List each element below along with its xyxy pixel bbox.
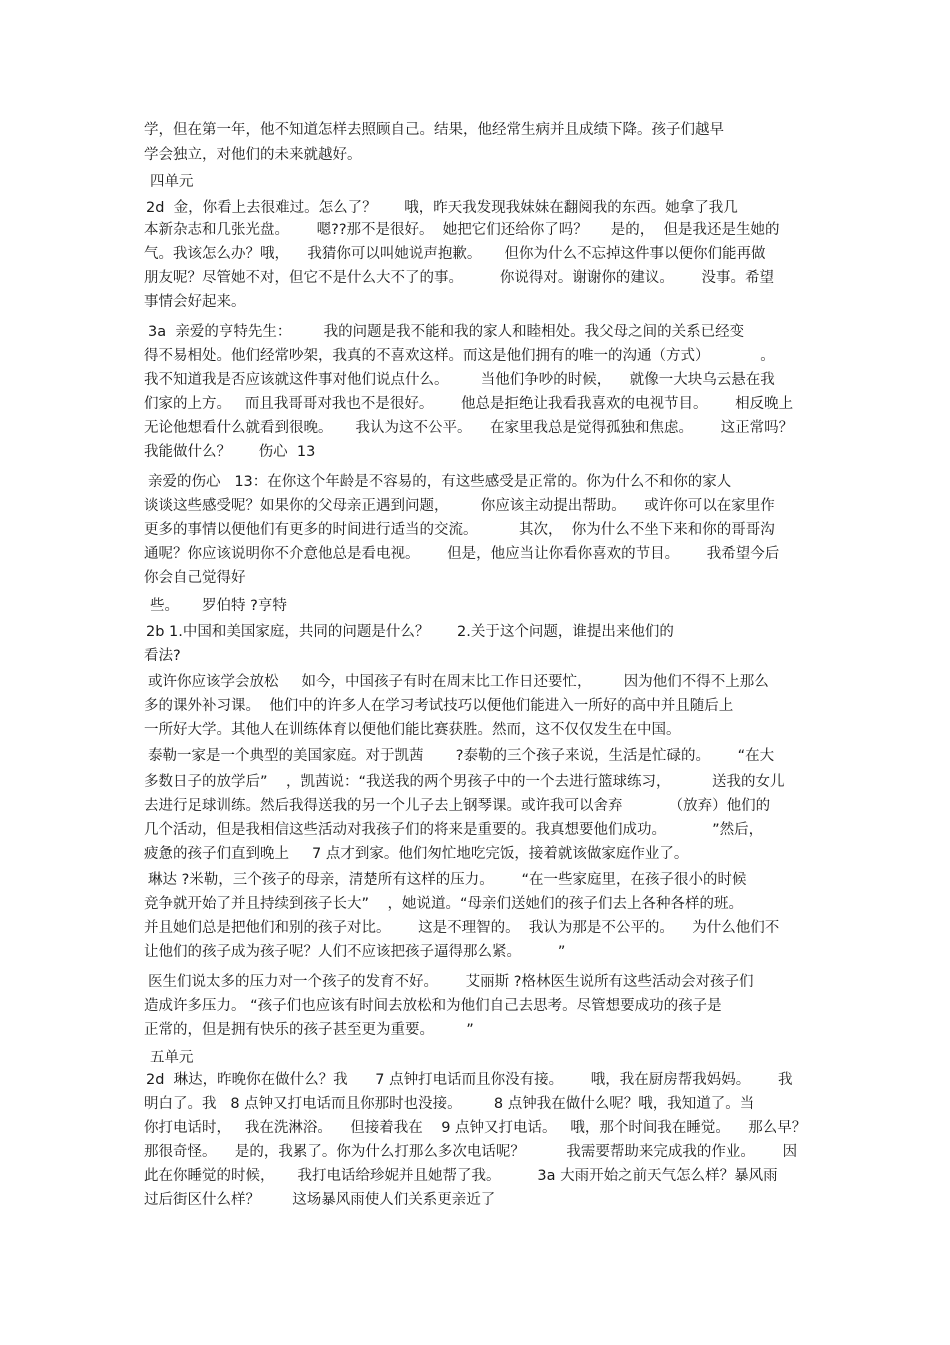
text-line: 3a 亲爱的亨特先生： 我的问题是我不能和我的家人和睦相处。我父母之间的关系已经变 xyxy=(148,324,745,340)
text-line: 气。我该怎么办？哦， 我猜你可以叫她说声抱歉。 但你为什么不忘掉这件事以便你们能再做 xyxy=(144,246,766,262)
text-line: 本新杂志和几张光盘。 嗯??那不是很好。 她把它们还给你了吗？ 是的， 但是我还是生她的 xyxy=(144,222,780,238)
text-line: 得不易相处。他们经常吵架，我真的不喜欢这样。而这是他们拥有的唯一的沟通（方式） 。 xyxy=(144,348,775,364)
text-line: 此在你睡觉的时候， 我打电话给珍妮并且她帮了我。 3a 大雨开始之前天气怎么样？暴风雨 xyxy=(144,1168,778,1184)
text-line: 更多的事情以便他们有更多的时间进行适当的交流。 其次， 你为什么不坐下来和你的哥哥沟 xyxy=(144,522,775,538)
text-line: 谈谈这些感受呢？如果你的父母亲正遇到问题， 你应该主动提出帮助。 或许你可以在家里作 xyxy=(144,498,775,514)
text-line: 事情会好起来。 xyxy=(144,294,246,310)
text-line: 无论他想看什么就看到很晚。 我认为这不公平。 在家里我总是觉得孤独和焦虑。 这正常吗？ xyxy=(144,420,794,436)
text-line: 泰勒一家是一个典型的美国家庭。对于凯茜 ?泰勒的三个孩子来说，生活是忙碌的。 “在大 xyxy=(148,748,775,764)
text-line: 琳达 ?米勒，三个孩子的母亲，清楚所有这样的压力。 “在一些家庭里，在孩子很小的时候 xyxy=(148,872,747,888)
text-line: 明白了。我 8 点钟又打电话而且你那时也没接。 8 点钟我在做什么呢？哦，我知道了。当 xyxy=(144,1096,755,1112)
text-line: 2b 1.中国和美国家庭，共同的问题是什么？ 2.关于这个问题，谁提出来他们的 xyxy=(146,624,674,640)
text-line: 亲爱的伤心 13：在你这个年龄是不容易的，有这些感受是正常的。你为什么不和你的家人 xyxy=(148,474,732,490)
text-line: 去进行足球训练。然后我得送我的另一个儿子去上钢琴课。或许我可以舍弃 （放弃）他们的 xyxy=(144,798,771,814)
text-line: 医生们说太多的压力对一个孩子的发育不好。 艾丽斯 ?格林医生说所有这些活动会对孩子们 xyxy=(148,974,754,990)
text-line: 朋友呢？尽管她不对，但它不是什么大不了的事。 你说得对。谢谢你的建议。 没事。希望 xyxy=(144,270,775,286)
text-line: 多数日子的放学后” ，凯茜说：“我送我的两个男孩子中的一个去进行篮球练习， 送我的女儿 xyxy=(144,774,785,790)
text-line: 过后街区什么样？ 这场暴风雨使人们关系更亲近了 xyxy=(144,1192,496,1208)
text-line: 通呢？你应该说明你不介意他总是看电视。 但是，他应当让你看你喜欢的节目。 我希望今后 xyxy=(144,546,780,562)
text-line: 四单元 xyxy=(150,174,194,190)
text-line: 竞争就开始了并且持续到孩子长大” ，她说道。“母亲们送她们的孩子们去上各种各样的班。 xyxy=(144,896,743,912)
text-line: 你打电话时， 我在洗淋浴。 但接着我在 9 点钟又打电话。 哦，那个时间我在睡觉。 那么早？ xyxy=(144,1120,807,1136)
text-line: 我能做什么？ 伤心 13 xyxy=(144,444,316,460)
text-line: 疲惫的孩子们直到晚上 7 点才到家。他们匆忙地吃完饭，接着就该做家庭作业了。 xyxy=(144,846,689,862)
text-line: 我不知道我是否应该就这件事对他们说点什么。 当他们争吵的时候， 就像一大块乌云悬在我 xyxy=(144,372,775,388)
text-line: 学会独立，对他们的未来就越好。 xyxy=(144,147,362,163)
text-line: 让他们的孩子成为孩子呢？人们不应该把孩子逼得那么紧。 ” xyxy=(144,944,566,960)
text-line: 2d 金，你看上去很难过。怎么了？ 哦，昨天我发现我妹妹在翻阅我的东西。她拿了我几 xyxy=(146,200,738,216)
text-line: 正常的，但是拥有快乐的孩子甚至更为重要。 ” xyxy=(144,1022,474,1038)
text-line: 一所好大学。其他人在训练体育以便他们能比赛获胜。然而，这不仅仅发生在中国。 xyxy=(144,722,681,738)
text-line: 学，但在第一年，他不知道怎样去照顾自己。结果，他经常生病并且成绩下降。孩子们越早 xyxy=(144,122,724,138)
text-line: 些。 罗伯特 ?亨特 xyxy=(150,598,287,614)
text-line: 2d 琳达，昨晚你在做什么？我 7 点钟打电话而且你没有接。 哦，我在厨房帮我妈妈。 我 xyxy=(146,1072,793,1088)
text-line: 造成许多压力。 “孩子们也应该有时间去放松和为他们自己去思考。尽管想要成功的孩子是 xyxy=(144,998,722,1014)
text-line: 几个活动，但是我相信这些活动对我孩子们的将来是重要的。我真想要他们成功。 ”然后， xyxy=(144,822,764,838)
text-line: 你会自己觉得好 xyxy=(144,570,246,586)
text-line: 看法? xyxy=(144,648,181,664)
text-line: 们家的上方。 而且我哥哥对我也不是很好。 他总是拒绝让我看我喜欢的电视节目。 相反晚上 xyxy=(144,396,794,412)
text-line: 或许你应该学会放松 如今，中国孩子有时在周末比工作日还要忙， 因为他们不得不上那么 xyxy=(148,674,769,690)
text-line: 并且她们总是把他们和别的孩子对比。 这是不理智的。 我认为那是不公平的。 为什么他们不 xyxy=(144,920,780,936)
text-line: 五单元 xyxy=(150,1050,194,1066)
text-line: 那很奇怪。 是的，我累了。你为什么打那么多次电话呢？ 我需要帮助来完成我的作业。 因 xyxy=(144,1144,798,1160)
text-line: 多的课外补习课。 他们中的许多人在学习考试技巧以便他们能进入一所好的高中并且随后上 xyxy=(144,698,734,714)
